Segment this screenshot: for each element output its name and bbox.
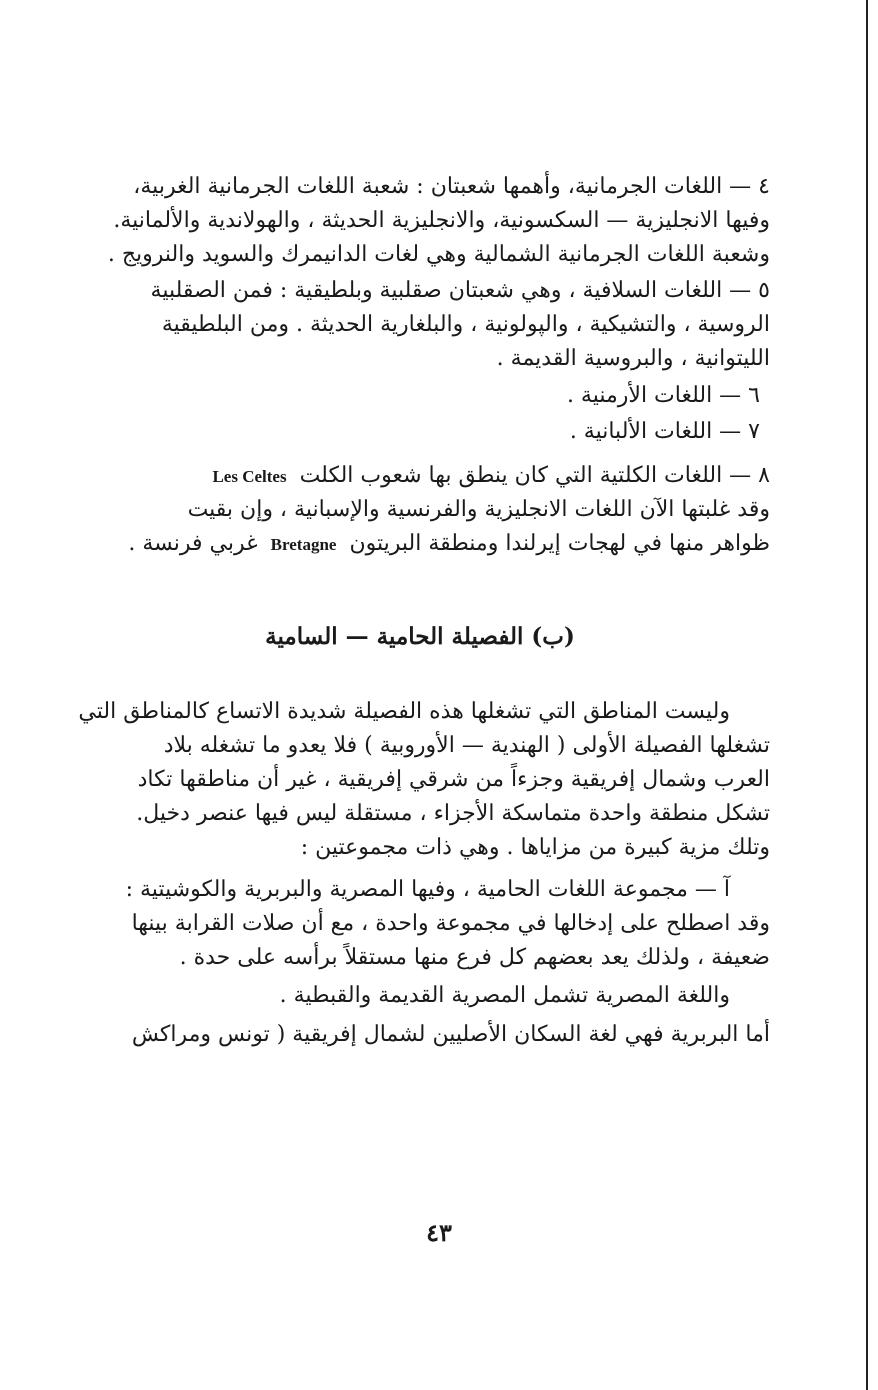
text-line: واللغة المصرية تشمل المصرية القديمة والقبطية . (279, 983, 730, 1009)
text-line: ٤ — اللغات الجرمانية، وأهمها شعبتان : شعبة اللغات الجرمانية الغربية، (133, 174, 770, 199)
text-line: آ — مجموعة اللغات الحامية ، وفيها المصرية والبربرية والكوشيتية : (125, 877, 730, 903)
celtic-text: ٨ — اللغات الكلتية التي كان ينطق بها شعوب الكلت (299, 462, 770, 488)
text-line: تشكل منطقة واحدة متماسكة الأجزاء ، مستقلة ليس فيها عنصر دخيل. (136, 800, 770, 826)
page-edge-line (866, 0, 868, 1390)
list-item-armenian (70, 379, 770, 413)
page-number: ٤٣ (426, 1218, 452, 1247)
text-line: وليست المناطق التي تشغلها هذه الفصيلة شديدة الاتساع كالمناطق التي (78, 698, 730, 724)
egyptian-paragraph (70, 979, 770, 1013)
text-line: وفيها الانجليزية — السكسونية، والانجليزية الحديثة ، والهولاندية والألمانية. (113, 208, 770, 234)
latin-term-bretagne: Bretagne (270, 534, 337, 554)
text-line: ضعيفة ، ولذلك يعد بعضهم كل فرع منها مستقلاً برأسه على حدة . (179, 945, 770, 971)
page-body (70, 168, 770, 1056)
celtic-text: ظواهر منها في لهجات إيرلندا ومنطقة البريتون (349, 530, 770, 556)
text-line (70, 527, 770, 561)
text-line: وتلك مزية كبيرة من مزاياها . وهي ذات مجموعتين : (300, 835, 770, 861)
section-paragraph (70, 695, 770, 865)
text-line: ٧ — اللغات الألبانية . (569, 418, 760, 444)
text-line: وقد اصطلح على إدخالها في مجموعة واحدة ، مع أن صلات القرابة بينها (131, 911, 770, 937)
section-heading: (ب) الفصيلة الحامية — السامية (265, 623, 575, 651)
text-line: ٥ — اللغات السلافية ، وهي شعبتان صقلبية وبلطيقية : فمن الصقلبية (150, 278, 770, 304)
list-item-slavic (70, 274, 770, 376)
text-line: وشعبة اللغات الجرمانية الشمالية وهي لغات الدانيمرك والسويد والنرويج . (107, 242, 770, 268)
group-a-paragraph (70, 873, 770, 975)
text-line: ٦ — اللغات الأرمنية . (566, 382, 760, 408)
text-line: الروسية ، والتشيكية ، والپولونية ، والبلغارية الحديثة . ومن البلطيقية (161, 312, 770, 338)
berber-paragraph (70, 1018, 770, 1052)
text-line: الليتوانية ، والبروسية القديمة . (496, 346, 770, 372)
celtic-text: غربي فرنسة . (128, 530, 258, 556)
list-item-celtic (70, 459, 770, 561)
text-line (70, 459, 770, 493)
latin-term-celtes: Les Celtes (212, 466, 287, 486)
list-item-germanic (70, 170, 770, 272)
text-line: وقد غلبتها الآن اللغات الانجليزية والفرنسية والإسبانية ، وإن بقيت (187, 496, 770, 522)
text-line: العرب وشمال إفريقية وجزءاً من شرقي إفريقية ، غير أن مناطقها تكاد (137, 766, 770, 792)
text-line: أما البربرية فهي لغة السكان الأصليين لشمال إفريقية ( تونس ومراكش (131, 1021, 770, 1047)
text-line: تشغلها الفصيلة الأولى ( الهندية — الأوروبية ) فلا يعدو ما تشغله بلاد (163, 732, 770, 758)
list-item-albanian (70, 415, 770, 449)
